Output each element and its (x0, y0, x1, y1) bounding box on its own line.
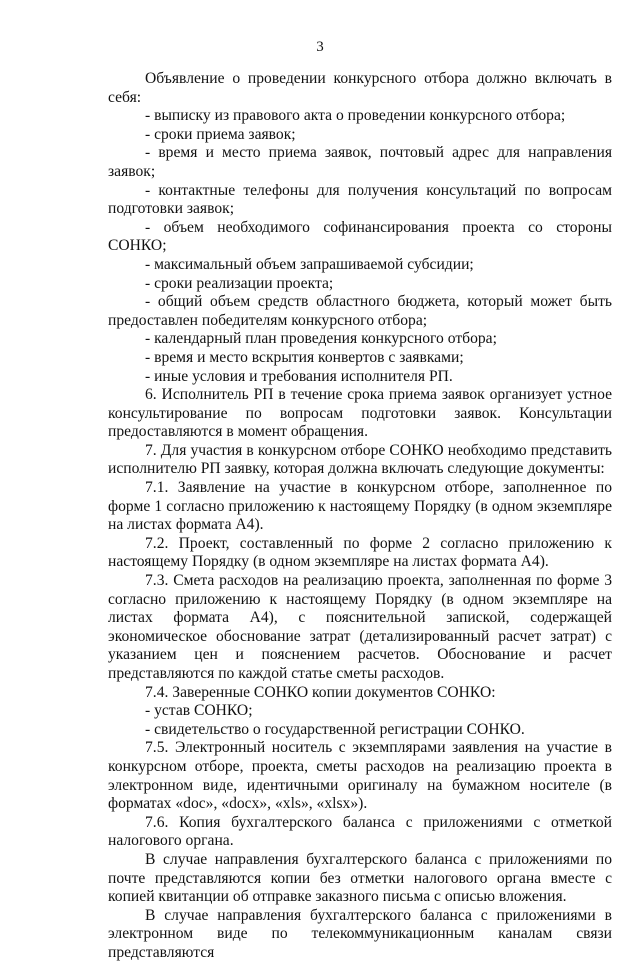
paragraph-section-7-1: 7.1. Заявление на участие в конкурсном отборе, заполненное по форме 1 согласно приложению к настоящему Порядку (в одном экземпляре на листах формата А4). (108, 479, 612, 534)
paragraph-section-6: 6. Исполнитель РП в течение срока приема заявок организует устное консультирование по вопросам подготовки заявок. Консультации предоставляются в момент обращения. (108, 386, 612, 441)
paragraph-section-7-5: 7.5. Электронный носитель с экземплярами заявления на участие в конкурсном отборе, проекта, сметы расходов на реализацию проекта в электронном виде, идентичными оригиналу на бумажном носителе (в форматах «doc», «docx», «xls», «xlsx»). (108, 739, 612, 813)
paragraph-section-7: 7. Для участия в конкурсном отборе СОНКО необходимо представить исполнителю РП заявку, которая должна включать следующие документы: (108, 441, 612, 478)
list-item-application-deadlines: - сроки приема заявок; (145, 125, 296, 143)
list-item-max-subsidy: - максимальный объем запрашиваемой субсидии; (145, 255, 474, 273)
list-item-other-conditions: - иные условия и требования исполнителя РП. (145, 367, 453, 385)
list-item-envelope-opening: - время и место вскрытия конвертов с заявками; (145, 348, 464, 366)
list-item-application-place: - время и место приема заявок, почтовый адрес для направления заявок; (108, 144, 612, 180)
list-item-registration-certificate: - свидетельство о государственной регистрации СОНКО. (145, 720, 525, 738)
paragraph-section-7-3: 7.3. Смета расходов на реализацию проекта, заполненная по форме 3 согласно приложению к настоящему Порядку (в одном экземпляре на листах формата А4), с пояснительной запиской, содержащей экономическое обоснование затрат (детализированный расчет затрат) с указанием цен и пояснением расчетов. Обоснование и расчет представляются по каждой статье сметы расходов. (108, 572, 612, 682)
paragraph-section-7-2: 7.2. Проект, составленный по форме 2 согласно приложению к настоящему Порядку (в одном экземпляре на листах формата А4). (108, 534, 612, 571)
list-item-calendar-plan: - календарный план проведения конкурсного отбора; (145, 330, 497, 348)
document-body (108, 70, 612, 963)
paragraph-postal-submission: В случае направления бухгалтерского баланса с приложениями по почте представляются копии без отметки налогового органа вместе с копией квитанции об отправке заказного письма с описью вложения. (108, 850, 612, 906)
list-item-project-terms: - сроки реализации проекта; (145, 274, 334, 292)
paragraph-section-7-6: 7.6. Копия бухгалтерского баланса с приложениями с отметкой налогового органа. (108, 813, 612, 850)
page-number: 3 (316, 39, 324, 55)
paragraph-electronic-submission: В случае направления бухгалтерского баланса с приложениями в электронном виде по телекоммуникационным каналам связи представляются (108, 906, 612, 961)
list-item-contact-phones: - контактные телефоны для получения консультаций по вопросам подготовки заявок; (108, 181, 612, 218)
list-item-budget-volume: - общий объем средств областного бюджета, который может быть предоставлен победителям конкурсного отбора; (108, 293, 612, 329)
list-item-legal-act-extract: - выписку из правового акта о проведении конкурсного отбора; (145, 107, 566, 125)
list-item-cofinancing: - объем необходимого софинансирования проекта со стороны СОНКО; (108, 218, 612, 255)
paragraph-section-7-4: 7.4. Заверенные СОНКО копии документов СОНКО: (145, 683, 496, 701)
list-item-charter: - устав СОНКО; (145, 702, 253, 720)
paragraph-announcement-intro: Объявление о проведении конкурсного отбора должно включать в себя: (108, 70, 612, 106)
